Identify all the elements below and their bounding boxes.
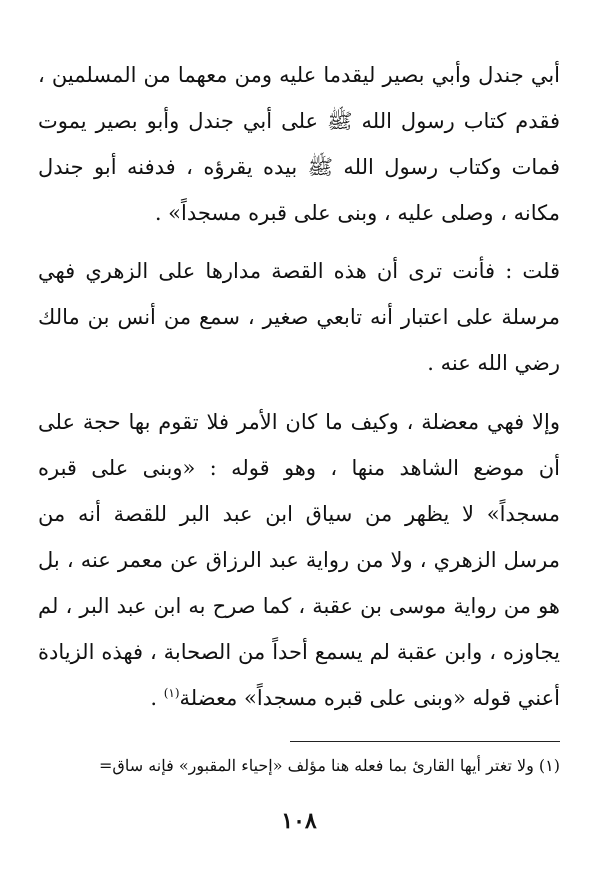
- paragraph-mudalah-end: .: [150, 686, 164, 710]
- paragraph-continuation: أبي جندل وأبي بصير ليقدما عليه ومن معهما من المسلمين ، فقدم كتاب رسول الله ﷺ على أبي جندل وأبو بصير يموت فمات وكتاب رسول الله ﷺ بيده يقرؤه ، فدفنه أبو جندل مكانه ، وصلى عليه ، وبنى على قبره مسجداً» .: [38, 63, 560, 225]
- page-number: ١٠٨: [281, 808, 317, 834]
- paragraph-mudalah-text: وإلا فهي معضلة ، وكيف ما كان الأمر فلا تقوم بها حجة على أن موضع الشاهد منها ، وهو قوله : «وبنى على قبره مسجداً» لا يظهر من سياق ابن عبد البر للقصة أنه من مرسل الزهري ، ولا من رواية عبد الرزاق عن معمر عنه ، بل هو من رواية موسى بن عقبة ، كما صرح به ابن عبد البر ، لم يجاوزه ، وابن عقبة لم يسمع أحداً من الصحابة ، فهذه الزيادة أعني قوله «وبنى على قبره مسجداً» معضلة: [38, 410, 560, 710]
- footnote: (١) ولا تغتر أيها القارئ بما فعله هنا مؤلف «إحياء المقبور» فإنه ساق=: [99, 756, 560, 775]
- paragraph-mudalah: [38, 399, 560, 721]
- footnote-divider: [290, 741, 560, 742]
- paragraph-qultu: قلت : فأنت ترى أن هذه القصة مدارها على الزهري فهي مرسلة على اعتبار أنه تابعي صغير ، سمع من أنس بن مالك رضي الله عنه .: [38, 259, 560, 375]
- footnote-reference: (١): [163, 686, 180, 700]
